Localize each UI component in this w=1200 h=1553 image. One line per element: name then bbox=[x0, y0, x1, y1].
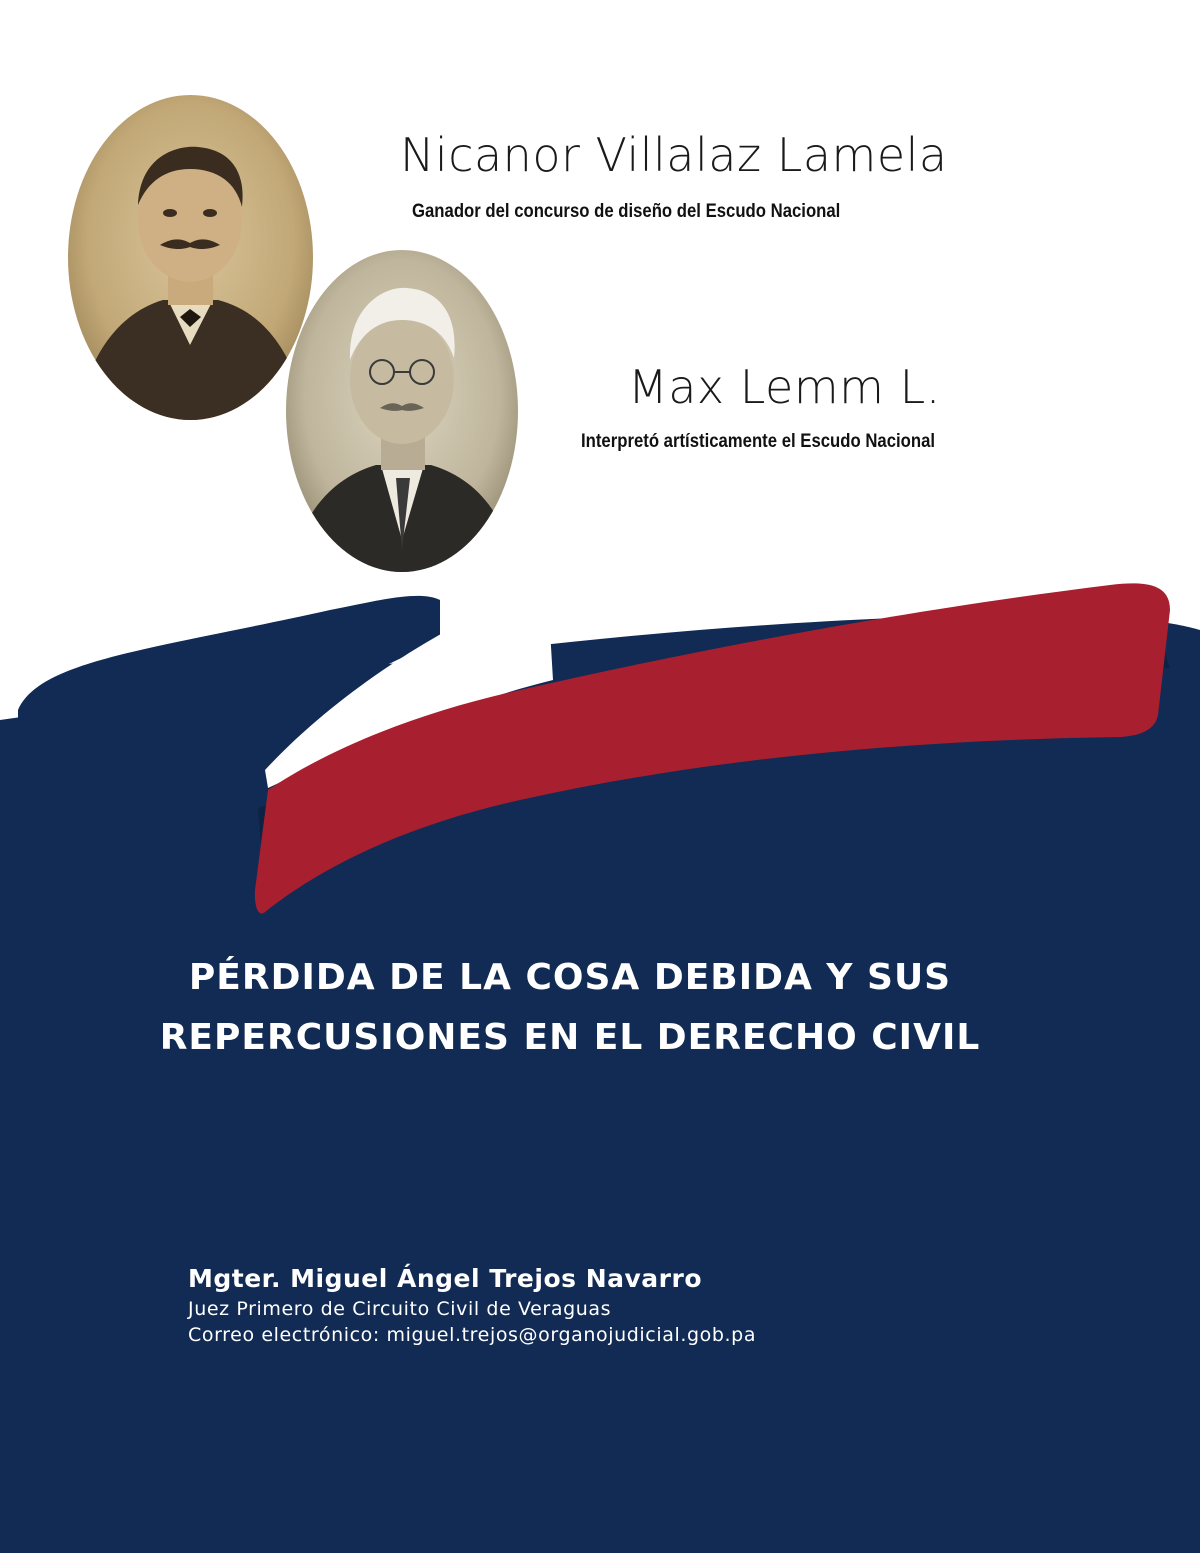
portrait-max-lemm bbox=[286, 250, 518, 572]
portrait-name-2: Max Lemm L. bbox=[628, 360, 941, 414]
author-position: Juez Primero de Circuito Civil de Veraguas bbox=[188, 1298, 612, 1320]
author-email: Correo electrónico: miguel.trejos@organojudicial.gob.pa bbox=[188, 1324, 757, 1346]
author-name: Mgter. Miguel Ángel Trejos Navarro bbox=[188, 1264, 702, 1293]
article-title-line-1: PÉRDIDA DE LA COSA DEBIDA Y SUS bbox=[188, 957, 952, 998]
article-title bbox=[130, 948, 1010, 1068]
portrait-name-1: Nicanor Villalaz Lamela bbox=[400, 128, 948, 182]
portrait-nicanor-villalaz bbox=[68, 95, 313, 420]
author-block bbox=[188, 1262, 756, 1348]
portrait-role-2: Interpretó artísticamente el Escudo Nacional bbox=[581, 431, 936, 452]
article-title-line-2: REPERCUSIONES EN EL DERECHO CIVIL bbox=[159, 1017, 981, 1058]
portrait-role-1: Ganador del concurso de diseño del Escudo Nacional bbox=[412, 201, 841, 222]
